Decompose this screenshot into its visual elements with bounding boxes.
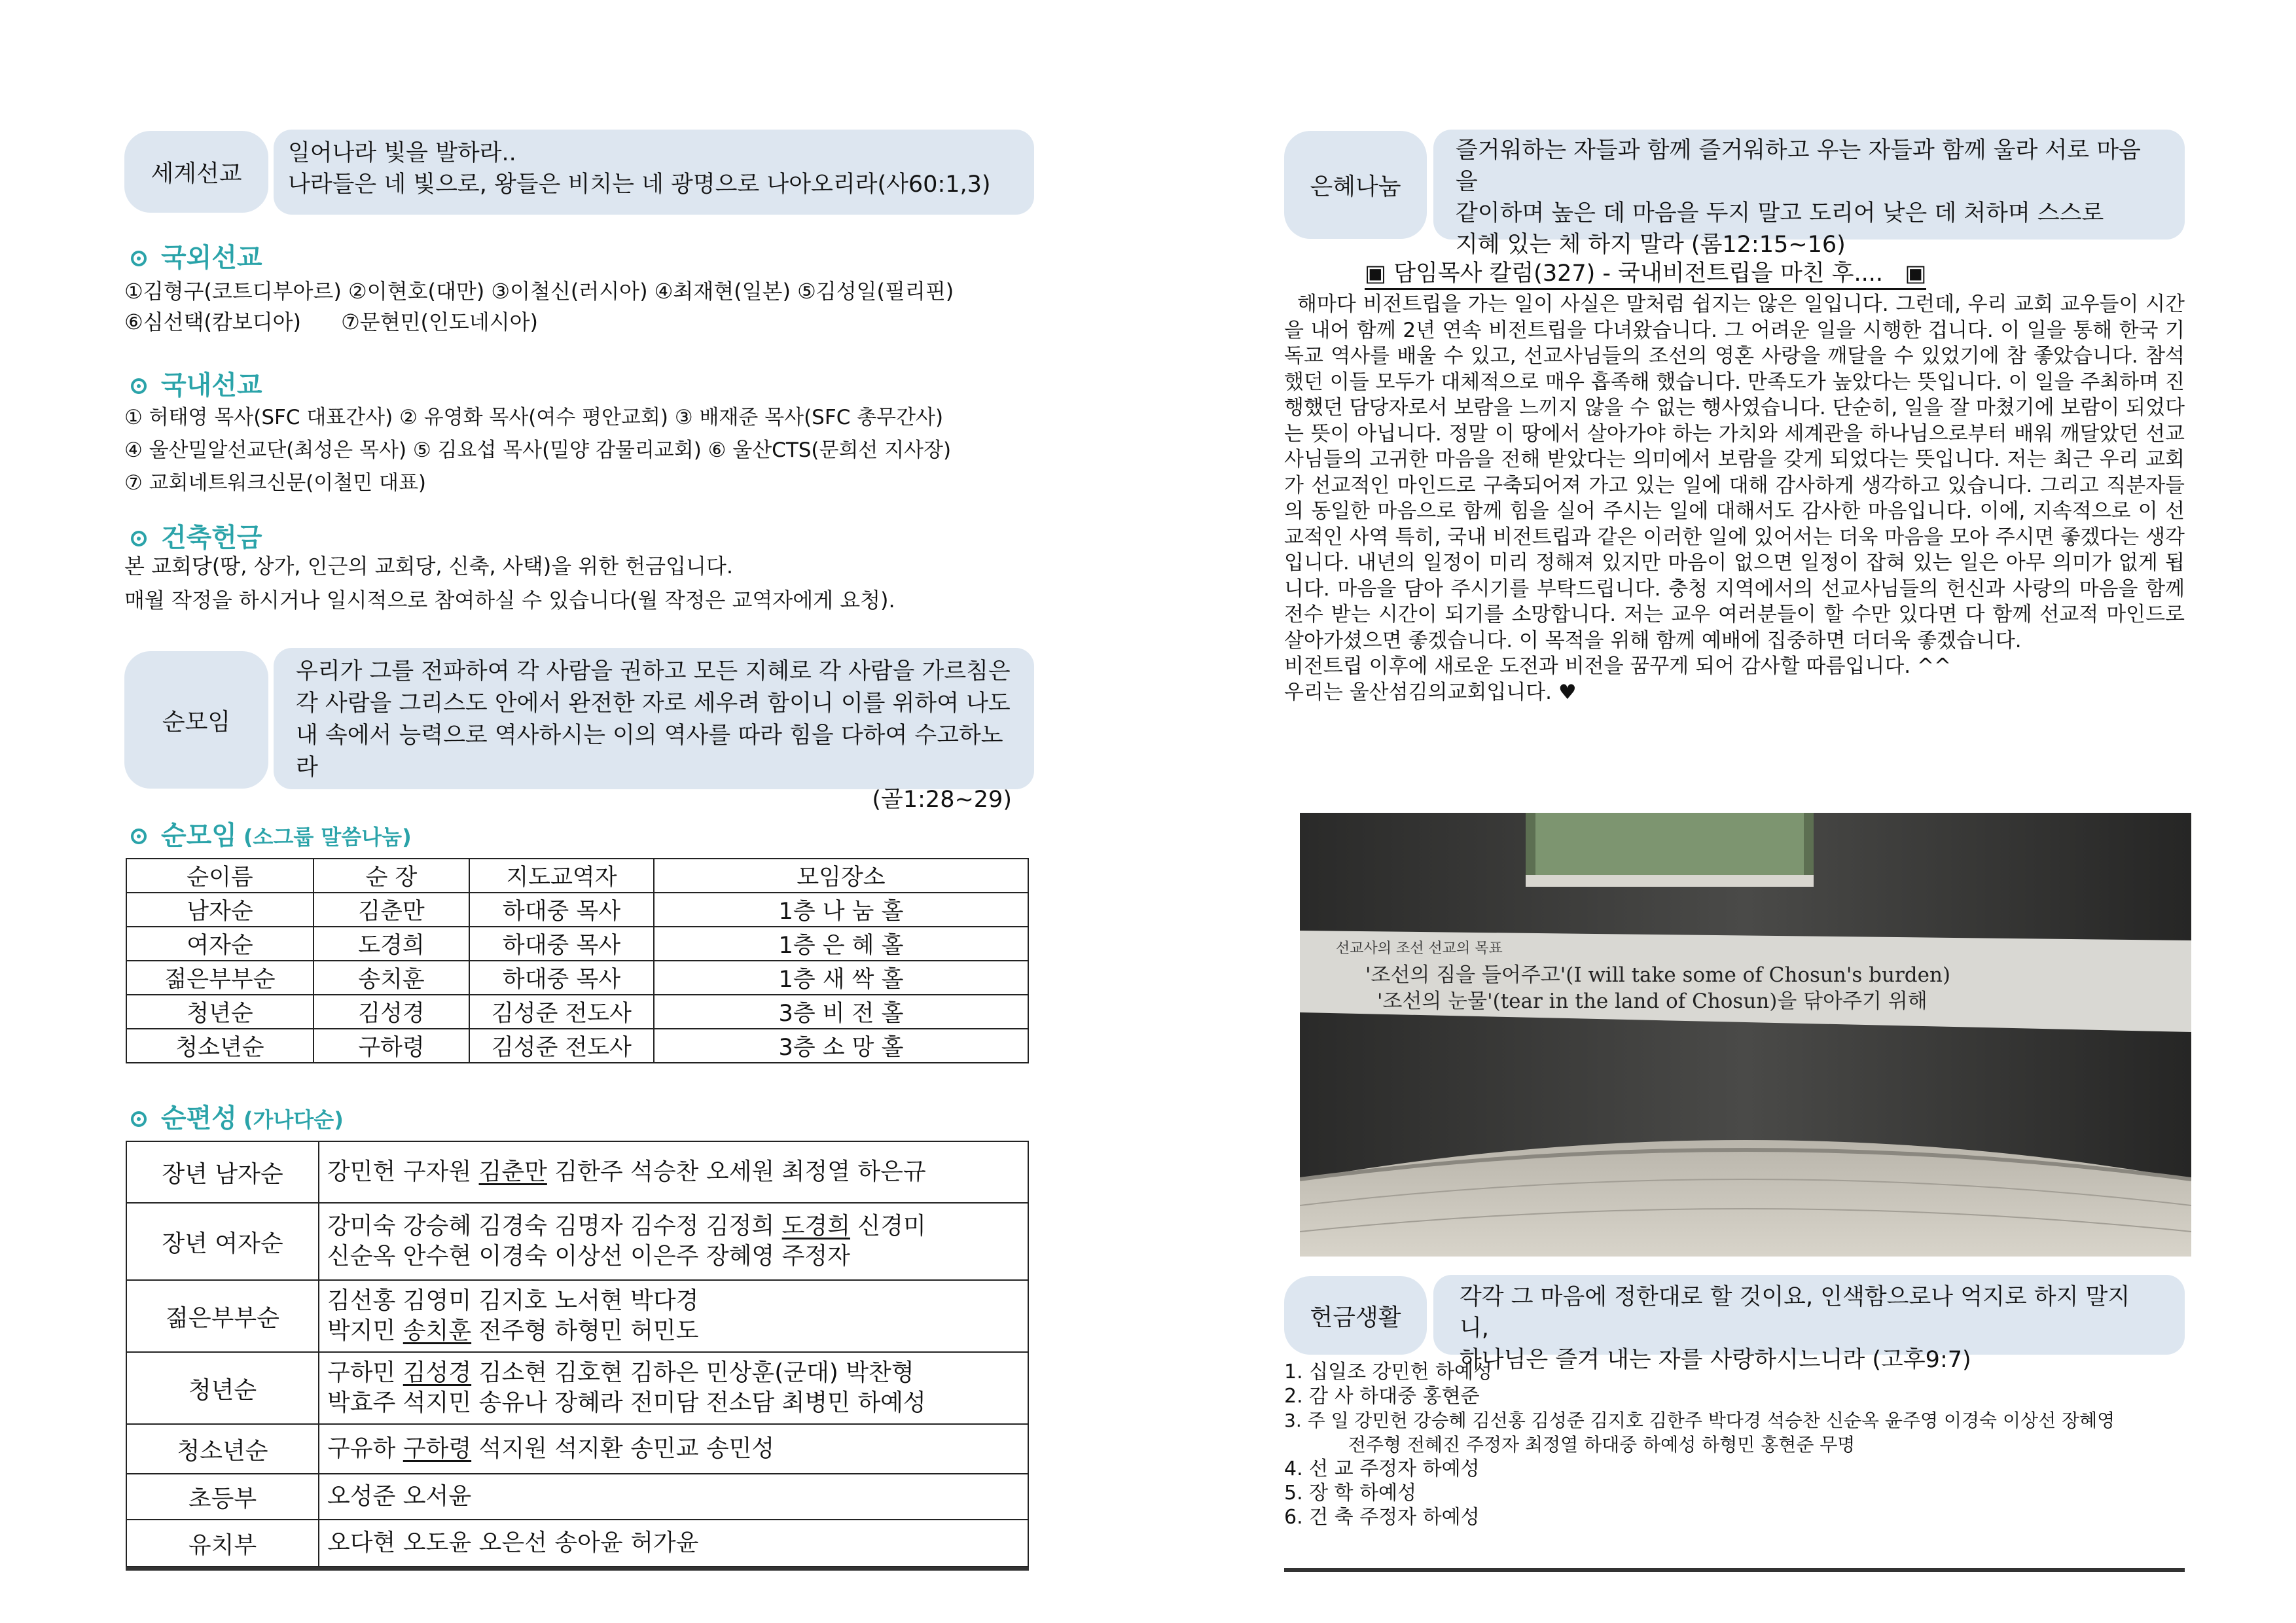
table-cell: 김춘만 (314, 893, 469, 927)
member-names: 오다현 오도윤 오은선 송아윤 허가윤 (327, 1529, 699, 1556)
group-members (319, 1280, 1028, 1352)
table-row (126, 893, 1028, 927)
group-label: 청년순 (126, 1352, 319, 1424)
column-paragraph: 비전트립 이후에 새로운 도전과 비전을 꿈꾸게 되어 감사할 따름입니다. ^^ (1284, 654, 1951, 678)
small-group-verse-line: 내 속에서 능력으로 역사하시는 이의 역사를 따라 힘을 다하여 수고하노라 (296, 722, 1003, 781)
photo-illustration (1300, 813, 2191, 1257)
building-offering-line: 매월 작정을 하시거나 일시적으로 참여하실 수 있습니다(월 작정은 교역자에게 요청). (124, 588, 895, 613)
group-leader-name: 김춘만 (478, 1158, 547, 1185)
column-title: ▣ 담임목사 칼럼(327) - 국내비전트립을 마친 후.... ▣ (1365, 259, 1926, 290)
member-names: 박효주 석지민 송유나 장혜라 전미담 전소담 최병민 하예성 (327, 1389, 926, 1416)
member-line (327, 1358, 1020, 1388)
offering-verse-line: 하나님은 즐겨 내는 자를 사랑하시느니라 (고후9:7) (1460, 1347, 1971, 1373)
table-cell: 3층 소 망 홀 (654, 1029, 1028, 1063)
domestic-missions-line: ④ 울산밀알선교단(최성은 목사) ⑤ 김요섭 목사(밀양 감물리교회) ⑥ 울산CTS(문희선 지사장) (124, 438, 952, 462)
bullet-icon (131, 251, 147, 266)
table-row (126, 995, 1028, 1029)
foreign-missions-line: ⑥심선택(캄보디아) ⑦문현민(인도네시아) (124, 310, 539, 334)
list-item: 5. 장 학 하예성 (1284, 1482, 1417, 1505)
group-leader-name: 김성경 (403, 1359, 472, 1386)
table-row (126, 1029, 1028, 1063)
member-names: 박지민 (327, 1317, 403, 1344)
organization-table (126, 1141, 1029, 1567)
offerings-list (1284, 1360, 2115, 1529)
heading-subtitle: (소그룹 말씀나눔) (243, 825, 412, 849)
building-offering-line: 본 교회당(땅, 상가, 인근의 교회당, 신축, 사택)을 위한 헌금입니다. (124, 554, 734, 579)
plaque-title: 선교사의 조선 선교의 목표 (1336, 940, 1503, 957)
table-cell: 남자순 (126, 893, 314, 927)
table-row (126, 1352, 1028, 1424)
bullet-icon (131, 1111, 147, 1127)
group-label: 유치부 (126, 1520, 319, 1567)
table-header-cell: 모임장소 (654, 859, 1028, 893)
table-row (126, 1474, 1028, 1520)
table-row (126, 1280, 1028, 1352)
domestic-missions-line: ① 허태영 목사(SFC 대표간사) ② 유영화 목사(여수 평안교회) ③ 배재준 목사(SFC 총무간사) (124, 406, 944, 429)
table-cell: 젊은부부순 (126, 961, 314, 995)
grace-verse-line: 같이하며 높은 데 마음을 두지 말고 도리어 낮은 데 처하며 스스로 (1456, 200, 2104, 226)
heading-text: 건축헌금 (161, 523, 262, 553)
group-leader-name: 도경희 (781, 1213, 850, 1240)
building-offering-heading (131, 517, 262, 554)
heading-text: 국외선교 (161, 243, 262, 273)
member-names: 신경미 (850, 1213, 926, 1240)
group-members (319, 1520, 1028, 1567)
list-item: 2. 감 사 하대중 홍현준 (1284, 1385, 1480, 1408)
table-cell: 3층 비 전 홀 (654, 995, 1028, 1029)
bullet-icon (131, 378, 147, 394)
heading-text: 국내선교 (161, 370, 262, 401)
member-names: 김한주 석승찬 오세원 최정열 하은규 (547, 1158, 926, 1185)
group-label: 초등부 (126, 1474, 319, 1520)
bullet-icon (131, 531, 147, 546)
group-leader-name: 구하령 (403, 1435, 472, 1462)
group-members (319, 1474, 1028, 1520)
member-line (327, 1157, 1020, 1187)
small-groups-table (126, 858, 1029, 1063)
group-label: 젊은부부순 (126, 1280, 319, 1352)
grace-verse-line: 즐거워하는 자들과 함께 즐거워하고 우는 자들과 함께 울라 서로 마음을 (1456, 137, 2141, 195)
table-row (126, 1203, 1028, 1280)
member-names: 구하민 (327, 1359, 403, 1386)
table-cell: 김성경 (314, 995, 469, 1029)
table-header-cell: 순이름 (126, 859, 314, 893)
table-cell: 여자순 (126, 927, 314, 961)
table-cell: 송치훈 (314, 961, 469, 995)
member-names: 강미숙 강승혜 김경숙 김명자 김수정 김정희 (327, 1213, 782, 1240)
domestic-missions-heading (131, 365, 262, 402)
table-cell: 하대중 목사 (469, 927, 654, 961)
table-cell: 하대중 목사 (469, 961, 654, 995)
grace-tag: 은혜나눔 (1284, 131, 1427, 239)
offering-verse-line: 각각 그 마음에 정한대로 할 것이요, 인색함으로나 억지로 하지 말지니, (1460, 1284, 2130, 1342)
group-members (319, 1203, 1028, 1280)
table-cell: 김성준 전도사 (469, 995, 654, 1029)
list-item: 전주형 전혜진 주정자 최정열 하대중 하예성 하형민 홍현준 무명 (1284, 1434, 1856, 1455)
small-group-verse (274, 648, 1034, 813)
member-line (327, 1528, 1020, 1558)
table-cell: 1층 나 눔 홀 (654, 893, 1028, 927)
table-row (126, 961, 1028, 995)
bottom-rule (1284, 1568, 2185, 1572)
plaque-line: '조선의 짐을 들어주고'(I will take some of Chosun's burden) (1365, 963, 1951, 987)
table-cell: 청년순 (126, 995, 314, 1029)
table-row (126, 927, 1028, 961)
group-members (319, 1352, 1028, 1424)
group-label: 청소년순 (126, 1424, 319, 1474)
column-body (1284, 292, 2185, 705)
table-row (126, 1520, 1028, 1567)
table-cell: 김성준 전도사 (469, 1029, 654, 1063)
member-names: 오성준 오서윤 (327, 1483, 472, 1510)
table-row (126, 1141, 1028, 1203)
member-names: 김선홍 김영미 김지호 노서현 박다경 (327, 1287, 699, 1314)
table-cell: 청소년순 (126, 1029, 314, 1063)
table-cell: 도경희 (314, 927, 469, 961)
group-label: 장년 남자순 (126, 1141, 319, 1203)
small-group-verse-reference: (골1:28~29) (872, 787, 1012, 813)
table-row (126, 1424, 1028, 1474)
mission-verse-line: 나라들은 네 빛으로, 왕들은 비치는 네 광명으로 나아오리라(사60:1,3) (288, 171, 991, 198)
list-item: 4. 선 교 주정자 하예성 (1284, 1457, 1480, 1480)
mission-verse (274, 130, 1034, 215)
mission-tag: 세계선교 (124, 131, 268, 213)
member-names: 신순옥 안수현 이경숙 이상선 이은주 장혜영 주정자 (327, 1243, 850, 1270)
offering-verse (1433, 1275, 2185, 1373)
list-item: 6. 건 축 주정자 하예성 (1284, 1506, 1480, 1529)
member-line (327, 1388, 1020, 1418)
offering-tag: 헌금생활 (1284, 1276, 1427, 1355)
column-paragraph: 해마다 비전트립을 가는 일이 사실은 말처럼 쉽지는 않은 일입니다. 그런데, 우리 교회 교우들이 시간을 내어 함께 2년 연속 비전트립을 다녀왔습니다. 그 어려운 일을 시행한 겁니다. 이 일을 통해 한국 기독교 역사를 배울 수 있고, 선교사님들의 조선의 영혼 사랑을 깨달을 수 있었기에 참 좋았습니다. 참석했던 이들 모두가 대체적으로 매우 흡족해 했습니다. 만족도가 높았다는 뜻입니다. 이 일을 주최하며 진행했던 담당자로서 보람을 느끼지 않을 수 없는 행사였습니다. 단순히, 일을 잘 마쳤기에 보람이 되었다는 뜻이 아닙니다. 정말 이 땅에서 살아가야 하는 가치와 세계관을 하나님으로부터 배워 깨달았던 선교사님들의 고귀한 마음을 전해 받았다는 의미에서 보람을 갖게 되었다는 뜻입니다. 저는 최근 우리 교회가 선교적인 마인드로 구축되어져 가고 있는 일에 대해 감사하게 생각하고 있습니다. 그리고 직분자들의 동일한 마음으로 함께 힘을 실어 주시는 일에 대해서도 감사한 마음입니다. 이에, 지속적으로 이 선교적인 사역 특히, 국내 비전트립과 같은 이러한 일에 있어서는 더욱 마음을 모아 주시면 좋겠다는 생각입니다. 내년의 일정이 미리 정해져 있지만 마음이 없으면 일정이 잡혀 있는 일은 아무 의미가 없게 됩니다. 마음을 담아 주시기를 부탁드립니다. 충청 지역에서의 선교사님들의 헌신과 사랑의 마음을 함께 전수 받는 시간이 되기를 소망합니다. 저는 교우 여러분들이 할 수만 있다면 다 함께 선교적 마인드로 살아가셨으면 좋겠습니다. 이 목적을 위해 함께 예배에 집중하면 더더욱 좋겠습니다. (1284, 293, 2185, 652)
member-line (327, 1482, 1020, 1512)
group-leader-name: 송치훈 (403, 1317, 472, 1344)
foreign-missions-line: ①김형구(코트디부아르) ②이현호(대만) ③이철신(러시아) ④최재현(일본) ⑤김성일(필리핀) (124, 279, 954, 304)
table-header-cell: 순 장 (314, 859, 469, 893)
member-names: 석지원 석지환 송민교 송민성 (471, 1435, 775, 1462)
organization-heading (131, 1097, 344, 1135)
table-cell: 1층 새 싹 홀 (654, 961, 1028, 995)
small-group-verse-line: 우리가 그를 전파하여 각 사람을 권하고 모든 지혜로 각 사람을 가르침은 (296, 658, 1011, 685)
list-item: 3. 주 일 강민헌 강승혜 김선홍 김성준 김지호 김한주 박다경 석승찬 신순옥 윤주영 이경숙 이상선 장혜영 (1284, 1410, 2115, 1431)
member-names: 전주형 하형민 허민도 (471, 1317, 699, 1344)
member-names: 김소현 김호현 김하은 민상훈(군대) 박찬형 (471, 1359, 914, 1386)
table-cell: 구하령 (314, 1029, 469, 1063)
plaque-line: '조선의 눈물'(tear in the land of Chosun)을 닦아주기 위해 (1377, 990, 1928, 1013)
member-line (327, 1241, 1020, 1272)
member-line (327, 1316, 1020, 1346)
table-header-row (126, 859, 1028, 893)
mission-verse-line: 일어나라 빛을 발하라.. (288, 140, 516, 166)
heading-text: 순모임 (161, 821, 237, 851)
bullet-icon (131, 829, 147, 844)
column-paragraph: 우리는 울산섬김의교회입니다. ♥ (1284, 680, 1577, 704)
member-line (327, 1286, 1020, 1316)
heading-subtitle: (가나다순) (243, 1107, 344, 1132)
small-groups-heading (131, 815, 412, 852)
small-group-verse-line: 각 사람을 그리스도 안에서 완전한 자로 세우려 함이니 이를 위하여 나도 (296, 690, 1011, 717)
heading-text: 순편성 (161, 1103, 237, 1133)
bottom-rule (126, 1567, 1029, 1571)
table-cell: 하대중 목사 (469, 893, 654, 927)
group-label: 장년 여자순 (126, 1203, 319, 1280)
foreign-missions-heading (131, 237, 262, 274)
grace-verse-line: 지혜 있는 체 하지 말라 (롬12:15~16) (1456, 232, 1846, 258)
small-group-tag: 순모임 (124, 651, 268, 789)
member-line (327, 1211, 1020, 1241)
member-line (327, 1434, 1020, 1464)
grace-verse (1433, 130, 2185, 258)
table-cell: 1층 은 혜 홀 (654, 927, 1028, 961)
group-members (319, 1141, 1028, 1203)
member-names: 강민헌 구자원 (327, 1158, 479, 1185)
list-item: 1. 십일조 강민헌 하예성 (1284, 1361, 1493, 1383)
member-names: 구유하 (327, 1435, 403, 1462)
vision-trip-photo (1300, 813, 2191, 1257)
table-header-cell: 지도교역자 (469, 859, 654, 893)
domestic-missions-line: ⑦ 교회네트워크신문(이철민 대표) (124, 471, 426, 495)
group-members (319, 1424, 1028, 1474)
